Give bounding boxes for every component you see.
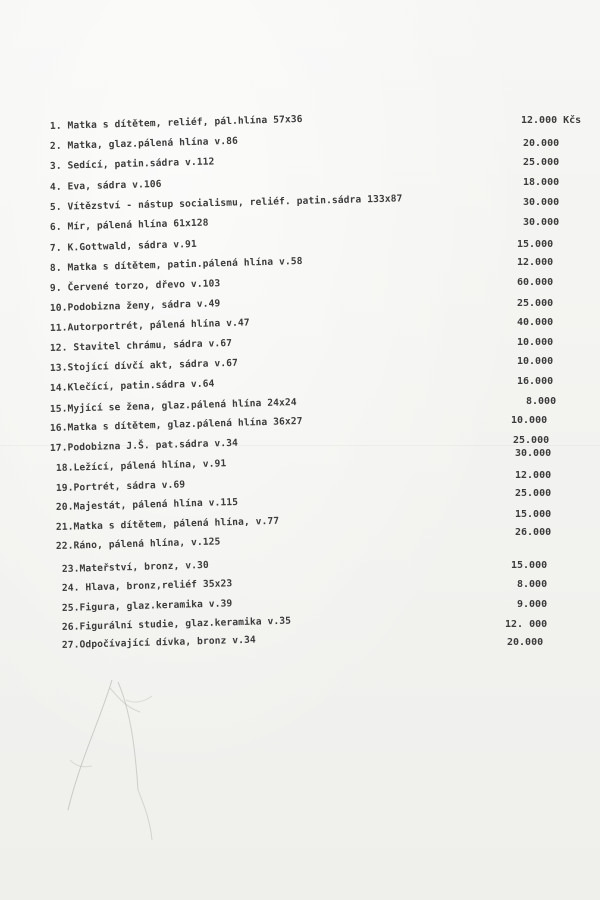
item-price: 10.000: [517, 356, 554, 367]
list-item: [0, 598, 600, 617]
list-item: [0, 337, 600, 357]
item-description: 17.Podobizna J.Š. pat.sádra v.34: [49, 437, 239, 454]
item-description: 26.Figurální studie, glaz.keramika v.35: [61, 615, 292, 633]
list-item: [0, 527, 600, 555]
item-price: 25.000: [517, 298, 554, 309]
item-price: 9.000: [517, 599, 548, 610]
list-item: [0, 113, 600, 135]
item-price: 10.000: [511, 415, 548, 426]
item-price: 30.000: [523, 197, 560, 208]
list-item: [0, 255, 600, 277]
item-price: 15.000: [511, 560, 548, 571]
item-description: 12. Stavitel chrámu, sádra v.67: [49, 337, 233, 354]
item-price: 25.000: [523, 157, 560, 168]
item-price: 12.000: [517, 257, 554, 268]
list-item: [0, 356, 600, 377]
item-price: 26.000: [515, 527, 552, 538]
item-description: 14.Klečící, patin.sádra v.64: [49, 378, 215, 394]
item-price: 16.000: [517, 376, 554, 387]
item-description: 2. Matka, glaz.pálená hlína v.86: [49, 135, 239, 152]
item-price: 12.000 Kčs: [521, 115, 582, 126]
item-description: 22.Ráno, pálená hlína, v.125: [55, 536, 221, 552]
item-description: 1. Matka s dítětem, reliéf, pál.hlína 57x36: [49, 113, 303, 132]
item-description: 7. K.Gottwald, sádra v.91: [49, 238, 197, 254]
list-item: [0, 193, 600, 216]
item-price: 60.000: [517, 277, 554, 288]
item-description: 4. Eva, sádra v.106: [49, 178, 162, 193]
item-price: 12. 000: [505, 619, 548, 630]
list-item: [0, 435, 600, 457]
item-description: 3. Sedící, patin.sádra v.112: [49, 156, 215, 172]
list-item: [0, 488, 600, 516]
item-description: 23.Mateřství, bronz, v.30: [61, 559, 209, 575]
list-item: [0, 448, 600, 477]
item-price: 15.000: [517, 239, 554, 250]
item-price: 8.000: [526, 396, 557, 407]
item-price: 15.000: [515, 509, 552, 520]
item-price: 30.000: [523, 217, 560, 228]
item-description: 15.Myjící se žena, glaz.pálená hlína 24x24: [49, 397, 297, 415]
list-item: [0, 615, 600, 636]
item-price: 12.000: [515, 470, 552, 481]
list-item: [0, 470, 600, 497]
list-item: [0, 415, 600, 437]
list-item: [0, 578, 600, 597]
item-description: 24. Hlava, bronz,reliéf 35x23: [61, 578, 233, 594]
list-item: [0, 376, 600, 397]
item-price: 18.000: [523, 177, 560, 188]
item-price: 20.000: [507, 637, 544, 648]
list-item: [0, 509, 600, 536]
item-price: 8.000: [517, 579, 548, 590]
item-description: 13.Stojící dívčí akt, sádra v.67: [49, 357, 239, 374]
item-description: 6. Mír, pálená hlína 61x128: [49, 217, 209, 233]
item-description: 11.Autorportrét, pálená hlína v.47: [49, 317, 250, 334]
list-item: [0, 559, 600, 578]
item-description: 21.Matka s dítětem, pálená hlína, v.77: [55, 515, 280, 533]
item-description: 27.Odpočívající dívka, bronz v.34: [61, 634, 256, 651]
item-description: 5. Vítězství - nástup socialismu, reliéf. patin.sádra 133x87: [49, 193, 403, 213]
item-price: 25.000: [513, 435, 550, 446]
item-description: 18.Ležící, pálená hlína, v.91: [55, 458, 227, 474]
list-item: [0, 298, 600, 317]
item-description: 19.Portrét, sádra v.69: [55, 479, 186, 494]
list-item: [0, 277, 600, 297]
list-item: [0, 156, 600, 175]
item-price: 30.000: [515, 448, 552, 459]
pencil-scribble: [40, 640, 240, 860]
item-description: 20.Majestát, pálená hlína v.115: [55, 496, 239, 513]
list-item: [0, 217, 600, 236]
item-description: 9. Červené torzo, dřevo v.103: [49, 278, 221, 294]
item-price: 10.000: [517, 337, 554, 348]
item-price: 20.000: [523, 138, 560, 149]
item-description: 25.Figura, glaz.keramika v.39: [61, 598, 233, 614]
item-price: 40.000: [517, 317, 554, 328]
item-description: 8. Matka s dítětem, patin.pálená hlína v.58: [49, 255, 303, 274]
list-item: [0, 135, 600, 155]
item-description: 16.Matka s dítětem, glaz.pálená hlína 36x27: [49, 415, 303, 434]
item-description: 10.Podobizna ženy, sádra v.49: [49, 298, 221, 314]
item-price: 25.000: [515, 488, 552, 499]
list-item: [0, 317, 600, 337]
